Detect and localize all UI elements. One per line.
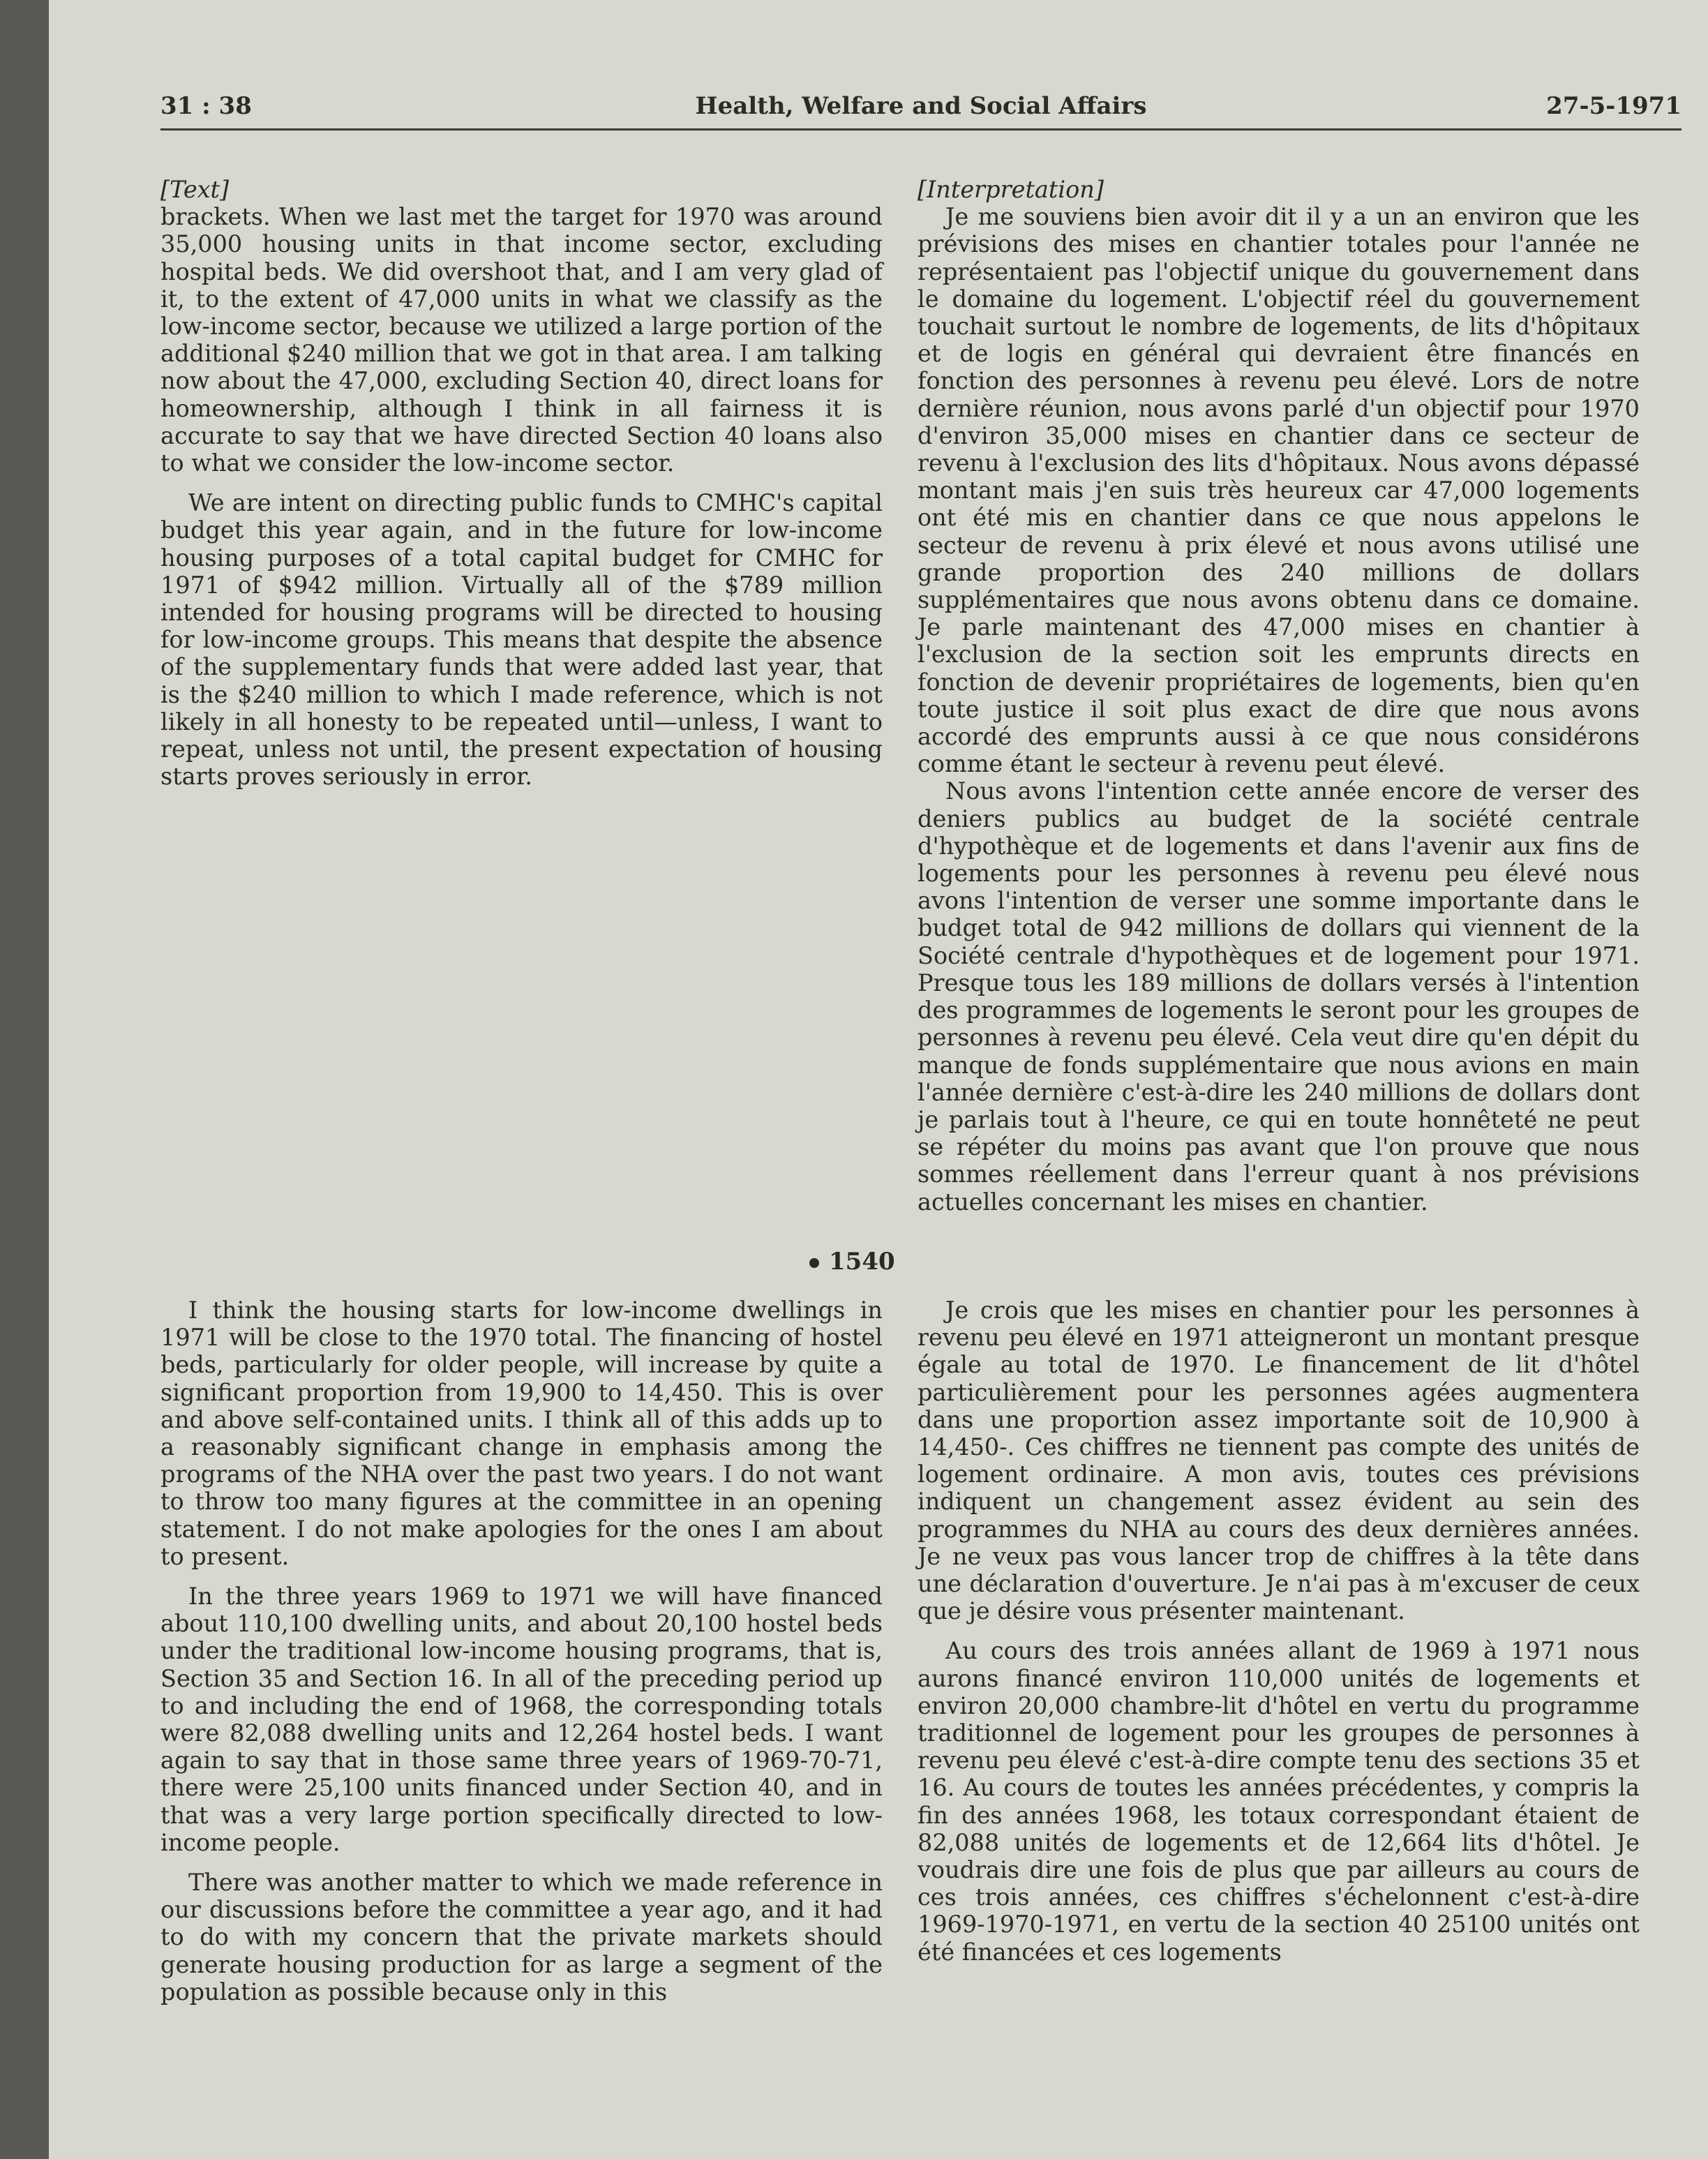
page-header [160,92,1681,127]
marker-label: 1540 [829,1248,895,1276]
left-paragraph-2: We are intent on directing public funds to CMHC's capital budget this year again, and in the future for low-income housing purposes of a total capital budget for CMHC for 1971 of $942 million. Virtually all of the $789 million intended for housing programs will be directed to housing for low-income groups. This means that despite the absence of the supplementary funds that were added last year, that is the $240 million to which I made reference, which is not likely in all honesty to be repeated until—unless, I want to repeat, unless not until, the present expectation of housing starts proves seriously in error. [160,489,883,791]
left-column-bottom [160,1297,883,2005]
left-paragraph-5: There was another matter to which we made reference in our discussions before the committee a year ago, and it had to do with my concern that the private markets should generate housing production for as large a segment of the population as possible because only in this [160,1869,883,2005]
left-paragraph-3: I think the housing starts for low-income dwellings in 1971 will be close to the 1970 total. The financing of hostel beds, particularly for older people, will increase by quite a significant proportion from 19,900 to 14,450. This is over and above self-contained units. I think all of this adds up to a reasonably significant change in emphasis among the programs of the NHA over the past two years. I do not want to throw too many figures at the committee in an opening statement. I do not make apologies for the ones I am about to present. [160,1297,883,1570]
bullet-dot-icon [809,1258,819,1268]
page [49,0,1708,2159]
text-tag: [Text] [160,176,230,203]
right-paragraph-4: Au cours des trois années allant de 1969 à 1971 nous aurons financé environ 110,000 unités de logements et environ 20,000 chambre-lit d'hôtel en vertu du programme traditionnel de logement pour les groupes de personnes à revenu peu élevé c'est-à-dire compte tenu des sections 35 et 16. Au cours de toutes les années précédentes, y compris la fin des années 1968, les totaux correspondant étaient de 82,088 unités de logements et de 12,664 lits d'hôtel. Je voudrais dire une fois de plus que par ailleurs au cours de ces trois années, ces chiffres s'échelonnent c'est-à-dire 1969-1970-1971, en vertu de la section 40 25100 unités ont été financées et ces logements [917,1637,1640,1966]
right-paragraph-3: Je crois que les mises en chantier pour les personnes à revenu peu élevé en 1971 atteigneront un montant presque égale au total de 1970. Le financement de lit d'hôtel particulièrement pour les personnes agées augmentera dans une proportion assez importante soit de 10,900 à 14,450-. Ces chiffres ne tiennent pas compte des unités de logement ordinaire. A mon avis, toutes ces prévisions indiquent un changement assez évident au sein des programmes du NHA au cours des deux dernières années. Je ne veux pas vous lancer trop de chiffres à la tête dans une déclaration d'ouverture. Je n'ai pas à m'excuser de ceux que je désire vous présenter maintenant. [917,1297,1640,1625]
left-paragraph-4: In the three years 1969 to 1971 we will have financed about 110,100 dwelling units, and about 20,100 hostel beds under the traditional low-income housing programs, that is, Section 35 and Section 16. In all of the preceding period up to and including the end of 1968, the corresponding totals were 82,088 dwelling units and 12,264 hostel beds. I want again to say that in those same three years of 1969-70-71, there were 25,100 units financed under Section 40, and in that was a very large portion specifically directed to low-income people. [160,1583,883,1856]
right-paragraph-1: Je me souviens bien avoir dit il y a un an environ que les prévisions des mises en chantier totales pour l'année ne représentaient pas l'objectif unique du gouvernement dans le domaine du logement. L'objectif réel du gouvernement touchait surtout le nombre de logements, de lits d'hôpitaux et de logis en général qui devraient être financés en fonction des personnes à revenu peu élevé. Lors de notre dernière réunion, nous avons parlé d'un objectif pour 1970 d'environ 35,000 mises en chantier dans ce secteur de revenu à l'exclusion des lits d'hôpitaux. Nous avons dépassé montant mais j'en suis très heureux car 47,000 logements ont été mis en chantier dans ce que nous appelons le secteur de revenu à prix élevé et nous avons utilisé une grande proportion des 240 millions de dollars supplémentaires que nous avons obtenu dans ce domaine. Je parle maintenant des 47,000 mises en chantier à l'exclusion de la section soit les emprunts directs en fonction de devenir propriétaires de logements, bien qu'en toute justice il soit plus exact de dire que nous avons accordé des emprunts aussi à ce que nous considérons comme étant le secteur à revenu peut élevé. [917,203,1640,778]
header-rule [160,128,1681,130]
right-paragraph-2: Nous avons l'intention cette année encore de verser des deniers publics au budget de la société centrale d'hypothèque et de logements et dans l'avenir aux fins de logements pour les personnes à revenu peu élevé nous avons l'intention de verser une somme importante dans le budget total de 942 millions de dollars qui viennent de la Société centrale d'hypothèques et de logement pour 1971. Presque tous les 189 millions de dollars versés à l'intention des programmes de logements le seront pour les groupes de personnes à revenu peu élevé. Cela veut dire qu'en dépit du manque de fonds supplémentaire que nous avions en main l'année dernière c'est-à-dire les 240 millions de dollars dont je parlais tout à l'heure, ce qui en toute honnêteté ne peut se répéter du moins pas avant que l'on prouve que nous sommes réellement dans l'erreur quant à nos prévisions actuelles concernant les mises en chantier. [917,777,1640,1216]
left-column-top [160,176,883,790]
header-date: 27-5-1971 [1546,92,1681,120]
right-column-bottom [917,1297,1640,1966]
page-number: 31 : 38 [160,92,252,120]
running-title: Health, Welfare and Social Affairs [695,92,1147,120]
timestamp-marker [809,1248,895,1276]
interpretation-tag: [Interpretation] [917,176,1104,203]
left-paragraph-1: brackets. When we last met the target for 1970 was around 35,000 housing units in that income sector, excluding hospital beds. We did overshoot that, and I am very glad of it, to the extent of 47,000 units in what we classify as the low-income sector, because we utilized a large portion of the additional $240 million that we got in that area. I am talking now about the 47,000, excluding Section 40, direct loans for homeownership, although I think in all fairness it is accurate to say that we have directed Section 40 loans also to what we consider the low-income sector. [160,203,883,477]
right-column-top [917,176,1640,1216]
